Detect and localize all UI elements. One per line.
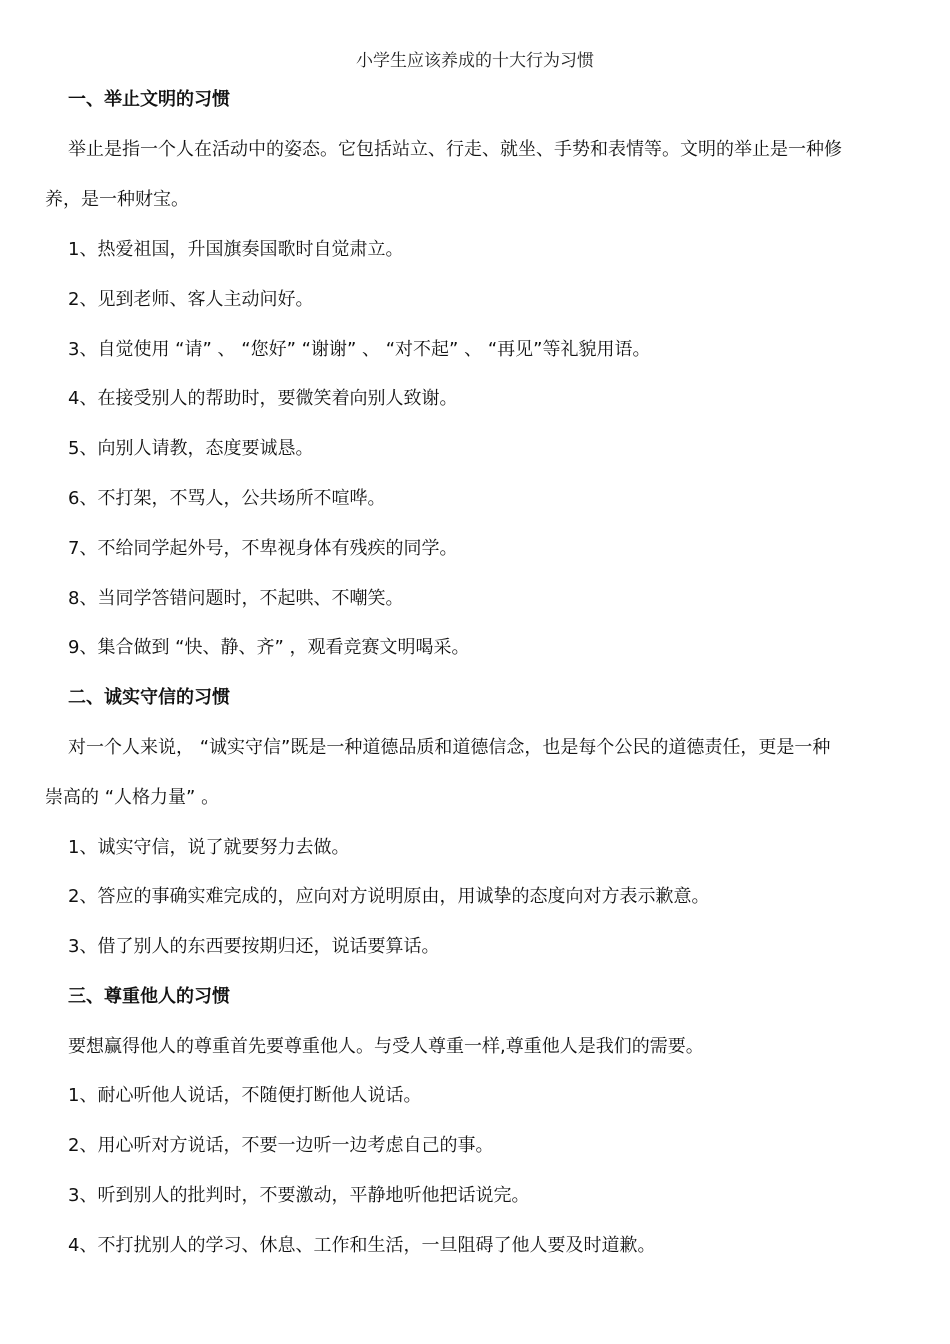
list-item: 7、不给同学起外号，不卑视身体有残疾的同学。 [68,538,458,559]
list-item: 2、用心听对方说话，不要一边听一边考虑自己的事。 [68,1135,494,1156]
list-item: 1、热爱祖国，升国旗奏国歌时自觉肃立。 [68,239,404,260]
list-item: 2、答应的事确实难完成的，应向对方说明原由，用诚挚的态度向对方表示歉意。 [68,886,710,907]
section-heading-2: 二、诚实守信的习惯 [68,687,230,708]
list-item: 1、诚实守信，说了就要努力去做。 [68,837,350,858]
list-item: 4、不打扰别人的学习、休息、工作和生活，一旦阻碍了他人要及时道歉。 [68,1235,656,1256]
section-2-intro-line-2: 崇高的 “人格力量” 。 [45,787,220,808]
list-item: 6、不打架，不骂人，公共场所不喧哗。 [68,488,386,509]
section-heading-1: 一、举止文明的习惯 [68,89,230,110]
list-item: 3、听到别人的批判时，不要激动，平静地听他把话说完。 [68,1185,530,1206]
section-1-intro-line-2: 养，是一种财宝。 [45,189,189,210]
section-2-intro-line-1: 对一个人来说， “诚实守信”既是一种道德品质和道德信念，也是每个公民的道德责任，更是一种 [68,737,831,758]
list-item: 5、向别人请教，态度要诚恳。 [68,438,314,459]
section-3-intro-line-1: 要想赢得他人的尊重首先要尊重他人。与受人尊重一样,尊重他人是我们的需要。 [68,1036,704,1057]
list-item: 1、耐心听他人说话，不随便打断他人说话。 [68,1085,422,1106]
document-title: 小学生应该养成的十大行为习惯 [356,51,594,71]
section-heading-3: 三、尊重他人的习惯 [68,986,230,1007]
list-item: 8、当同学答错问题时，不起哄、不嘲笑。 [68,588,404,609]
list-item: 4、在接受别人的帮助时，要微笑着向别人致谢。 [68,388,458,409]
list-item: 3、自觉使用 “请” 、 “您好” “谢谢” 、 “对不起” 、 “再见”等礼貌用语。 [68,339,651,360]
list-item: 3、借了别人的东西要按期归还，说话要算话。 [68,936,440,957]
list-item: 9、集合做到 “快、静、齐” ，观看竞赛文明喝采。 [68,637,470,658]
section-1-intro-line-1: 举止是指一个人在活动中的姿态。它包括站立、行走、就坐、手势和表情等。文明的举止是一种修 [68,139,842,160]
list-item: 2、见到老师、客人主动问好。 [68,289,314,310]
